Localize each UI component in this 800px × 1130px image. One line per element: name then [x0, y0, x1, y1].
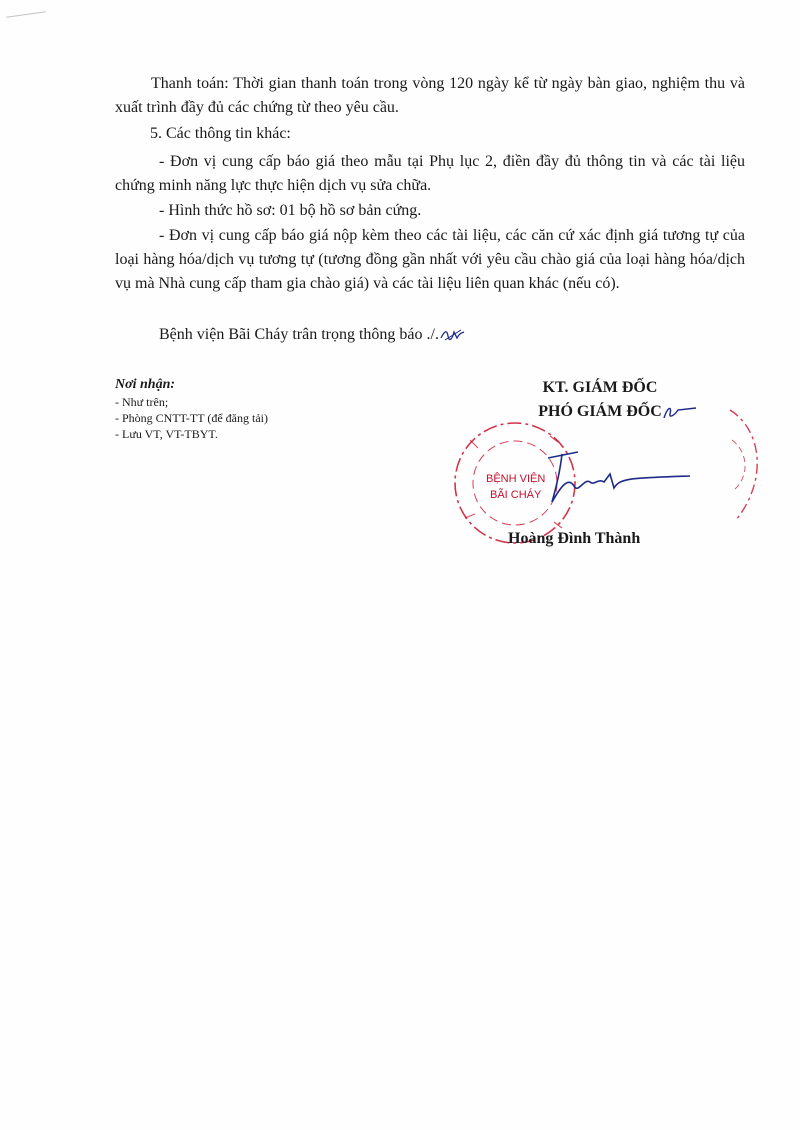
- handwritten-signature-icon: [540, 448, 700, 508]
- signer-name: Hoàng Đình Thành: [508, 530, 641, 547]
- initial-mark-icon: [660, 402, 700, 422]
- recipients-heading: Nơi nhận:: [115, 377, 176, 392]
- paraph-initials-icon: [439, 328, 465, 342]
- seal-text-line1: BỆNH VIỆN: [486, 473, 546, 485]
- closing-text: Bệnh viện Bãi Cháy trân trọng thông báo ./.: [159, 326, 439, 343]
- bullet-dossier-format: - Hình thức hồ sơ: 01 bộ hồ sơ bản cứng.: [159, 202, 422, 219]
- seal-text-line2: BÃI CHÁY: [490, 489, 542, 501]
- signer-authority: KT. GIÁM ĐỐC: [542, 379, 658, 396]
- recipient-item: - Phòng CNTT-TT (để đăng tải): [115, 411, 268, 425]
- seal-overlap-icon: [722, 400, 772, 530]
- recipient-item: - Lưu VT, VT-TBYT.: [115, 427, 218, 441]
- section-5-title: 5. Các thông tin khác:: [150, 125, 291, 142]
- bullet-quote-form: - Đơn vị cung cấp báo giá theo mẫu tại Phụ lục 2, điền đầy đủ thông tin và các tài liệu chứng minh năng lực thực hiện dịch vụ sửa chữa.: [115, 153, 745, 194]
- recipients-block: [115, 376, 375, 442]
- bullet-attachments: - Đơn vị cung cấp báo giá nộp kèm theo các tài liệu, các căn cứ xác định giá tương tự của loại hàng hóa/dịch vụ tương tự (tương đồng gần nhất với yêu cầu chào giá của loại hàng hóa/dịch vụ mà Nhà cung cấp tham gia chào giá) và các tài liệu liên quan khác (nếu có).: [115, 227, 745, 292]
- closing-line: [159, 323, 719, 347]
- payment-paragraph: Thanh toán: Thời gian thanh toán trong vòng 120 ngày kể từ ngày bàn giao, nghiệm thu và xuất trình đầy đủ các chứng từ theo yêu cầu.: [115, 75, 745, 116]
- scan-artifact: [6, 11, 46, 18]
- recipient-item: - Như trên;: [115, 395, 169, 409]
- signer-position: PHÓ GIÁM ĐỐC: [538, 403, 662, 420]
